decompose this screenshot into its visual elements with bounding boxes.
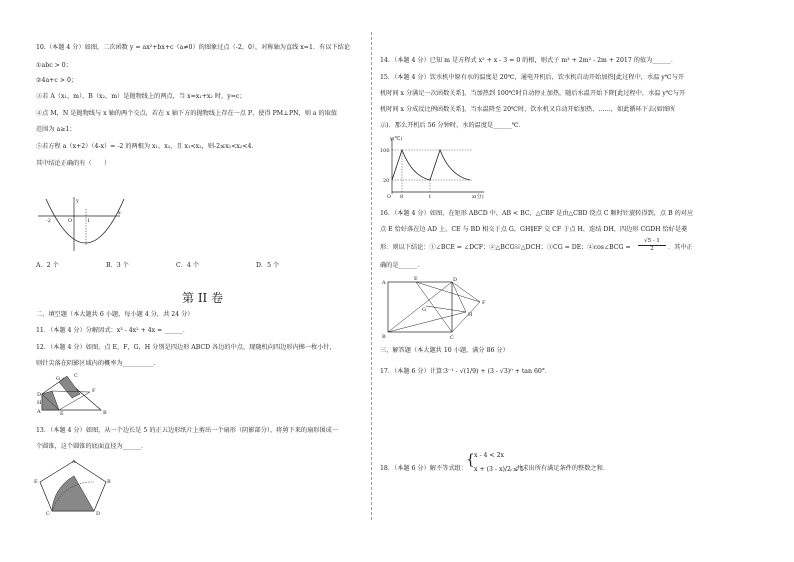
q10-option-a: A．2 个 (36, 262, 59, 269)
q13-line-1: 13．（本题 4 分）如图，从一个边长是 5 的正五边形纸片上剪出一个扇形（阴影部分），将剪下来的扇形围成一 (36, 427, 339, 434)
part-two-title: 第 II 卷 (182, 291, 224, 305)
q16-fraction-denominator: 2 (650, 246, 654, 252)
label-G: G (422, 307, 426, 313)
label-D: D (96, 511, 101, 516)
q10-conclusion-3: ③若 A（x₁，m），B（x₂，m）是抛物线上的两点，当 x=x₁+x₂ 时，y=c； (36, 93, 246, 100)
q10-conclusion-2: ②4a+c > 0； (36, 77, 78, 84)
shaded-sector (52, 476, 94, 511)
label-A: A (72, 459, 76, 465)
q15-line-2: 机时间 x 分满足一次函数关系]，当加热到 100℃时自动停止加热，随后水温开始下降[此过程中，水温 y℃与开 (380, 90, 686, 97)
label-B: B (103, 410, 107, 416)
q10-conclusion-4a: ④点 M，N 是抛物线与 x 轴的两个交点，若在 x 轴下方的抛物线上存在一点 P，使得 PM⊥PN，则 a 的取值 (36, 110, 338, 117)
temperature-curve (392, 150, 470, 180)
q18-inequality-2: x + (3 - x)/2 ≤ 1 (474, 466, 524, 473)
label-H: H (37, 400, 42, 406)
q10-option-d: D．5 个 (256, 262, 280, 269)
q16-line-1: 16．（本题 4 分）如图，在矩形 ABCD 中，AB < BC，△CBF 是由△CBD 绕点 C 顺时针旋转得到，点 B 的对应 (380, 210, 694, 217)
label-A: A (37, 409, 41, 415)
label-B: B (382, 334, 386, 340)
q16-line-3-end: ．其中正 (668, 244, 693, 251)
q11: 11．（本题 4 分）分解因式：x³ - 4x² + 4x = ______． (36, 327, 190, 334)
q10-stem: 10.（本题 4 分）如图，二次函数 y = ax²+bx+c（a≠0）的图象过点（-2，0），对称轴为直线 x=1．有以下结论 (36, 44, 351, 51)
label-origin: O (387, 194, 392, 200)
label-A: A (382, 280, 386, 286)
label-y: y (76, 198, 79, 204)
q12-line-1: 12．（本题 4 分）如图，点 E，F，G，H 分别是四边形 ABCD 各边的中点，现随机向四边形内掷一枚小针， (36, 344, 336, 351)
label-C: C (46, 511, 50, 516)
label-t: t (429, 194, 432, 200)
q18-inequality-1: x - 4 < 2x (474, 452, 504, 459)
label-neg2: -2 (46, 218, 51, 224)
q16-line-2: 点 E 恰好落在边 AD 上，CE 与 BD 相交于点 G，GH∥EF 交 CF 于点 H，连结 DH，四边形 CGDH 恰好是菱 (380, 226, 688, 233)
shaded-region-left (42, 391, 59, 410)
solve-section-header: 三、解答题（本大题共 10 小题，满分 86 分） (380, 347, 509, 354)
label-G: G (56, 376, 60, 382)
label-x: x (118, 210, 121, 216)
q10-option-c: C．4 个 (176, 262, 200, 269)
q18-tail: ，并求出所有满足条件的整数之和． (510, 465, 609, 472)
q10-conclusion-5: ⑤若方程 a（x+2）（4-x）= -2 的两根为 x₁，x₂，且 x₁<x₂，则-2≤x₁<x₂<4． (36, 143, 258, 150)
q10-conclusion-4b: 范围为 a≥1； (36, 126, 76, 133)
q16-line-4: 确的是______． (380, 262, 424, 269)
label-20: 20 (383, 178, 390, 184)
q14: 14．（本题 4 分）已知 m 是方程式 x² + x - 3 = 0 的根，则式子 m³ + 2m² - 2m + 2017 的值为______． (380, 57, 678, 64)
label-C: C (450, 335, 454, 340)
q15-line-1: 15．（本题 4 分）饮水机中原有水的温度是 20℃，通电开机后，饮水机自动开始加热[此过程中，水温 y℃与开 (380, 74, 685, 81)
label-E: E (60, 411, 64, 417)
q16-line-3: 形．则以下结论：①∠BCE = ∠DCF；②△BCG≌△DCH；③CG = DE；④cos∠BCG = (380, 244, 631, 251)
label-D: D (37, 392, 42, 398)
q18-brace: { (466, 452, 475, 468)
label-F: F (482, 300, 486, 306)
q12-line-2: 则针尖落在阴影区域内的概率为__________． (36, 360, 160, 367)
q10-prompt: 其中结论正确的有（ ） (36, 160, 111, 167)
label-D: D (453, 277, 458, 283)
q10-option-b: B．3 个 (106, 262, 129, 269)
q10-parabola-graph (36, 195, 126, 253)
q12-quadrilateral-figure (34, 368, 114, 418)
q17-expression: 3⁻¹ - √(1/9) + (3 - √3)⁰ + tan 60°． (444, 368, 552, 375)
label-E: E (414, 276, 418, 282)
label-C: C (74, 373, 78, 379)
parabola-curve (46, 199, 124, 243)
fill-section-header: 二、填空题（本大题共 6 小题，每小题 4 分，共 24 分） (36, 311, 194, 318)
q16-fraction-numerator: √5 - 1 (638, 238, 666, 246)
q15-temperature-graph (378, 134, 490, 200)
q15-line-4: 示)．那么开机后 56 分钟时，水的温度是______℃． (380, 122, 525, 129)
q15-line-3: 机时间 x 分成反比例函数关系]，当水温降至 20℃时，饮水机又自动开始加热，……，如此循环下去(如图所 (380, 106, 676, 113)
q18-label: 18．（本题 6 分）解不等式组： (380, 465, 467, 472)
column-divider (371, 32, 372, 520)
label-origin: O (68, 218, 73, 224)
q10-conclusion-1: ①abc > 0； (36, 62, 72, 69)
q16-rectangle-figure (380, 276, 492, 340)
label-E: E (34, 479, 38, 485)
label-y-axis: y(℃) (390, 136, 403, 142)
label-100: 100 (380, 148, 390, 154)
label-B: B (107, 479, 111, 485)
label-F: F (92, 388, 96, 394)
label-x-axis: x(分) (472, 194, 484, 200)
q13-pentagon-figure (34, 458, 114, 516)
q17-label: 17．（本题 6 分）计算： (380, 368, 449, 375)
label-one: 1 (87, 218, 91, 224)
label-H: H (468, 312, 473, 318)
label-8: 8 (400, 194, 404, 200)
q13-line-2: 个圆锥，这个圆锥的底面直径为______． (36, 443, 148, 450)
